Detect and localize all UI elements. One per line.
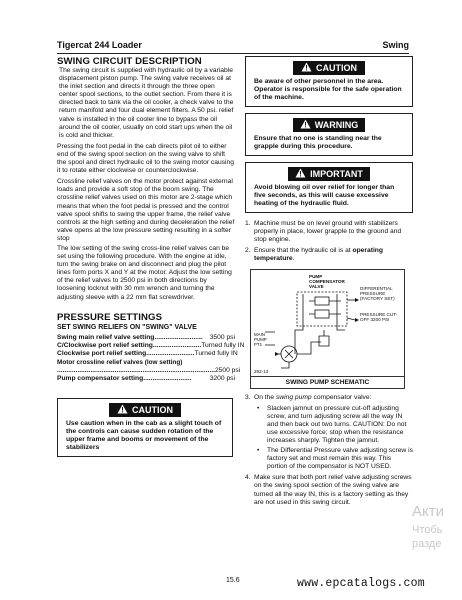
setting-row: Swing main relief valve setting .......................... 3500 psi xyxy=(57,333,235,341)
pressure-settings-title: PRESSURE SETTINGS xyxy=(57,311,163,323)
label-pressure-cutoff: PRESSURE CUT-OFF 3200 PSI xyxy=(360,312,398,323)
swing-circuit-para-4: The low setting of the swing cross-line relief valves can be set using the following procedure. With the engine at idle, turn the swing brake on and disconnect and plug the pilot lines form ports X and Y at the motor. Adjust the low setting of the relief valves to 2500 psi in both directions by loosening locknut with 30 mm wrench and turning the adjusting sleeve with a 22 mm flat screwdriver. xyxy=(57,244,232,301)
warning-triangle-icon xyxy=(300,119,311,131)
schematic-caption: SWING PUMP SCHEMATIC xyxy=(251,376,404,388)
label-compensator-valve: PUMP COMPENSATOR VALVE xyxy=(309,274,345,290)
step-3-bullet-1: • Slacken jamnut on pressure cut-off adjusting screw, and turn adjusting screw all the way IN and then back out two turns. CAUTION: Do not use excessive force; stop when the resistance increases sharply. Tighten the jamnut. xyxy=(257,404,407,444)
figure-number: 292-13 xyxy=(254,369,269,375)
setting-row-compensator: Pump compensator setting .......................... 3200 psi xyxy=(57,375,235,383)
header-title: Tigercat 244 Loader xyxy=(57,40,142,50)
pressure-settings-subtitle: SET SWING RELIEFS ON "SWING" VALVE xyxy=(57,323,197,331)
activation-overlay-line-2: Чтобь xyxy=(412,524,443,536)
pressure-settings-list xyxy=(57,333,245,384)
step-1: 1. Machine must be on level ground with stabilizers properly in place, lower grapple to the ground and stop engine. xyxy=(245,220,402,244)
relief-important-text: Avoid blowing oil over relief for longer than five seconds, as this will cause excessive heating of the hydraulic fluid. xyxy=(254,184,395,207)
activation-overlay-line-1: Акти xyxy=(412,503,444,520)
cab-caution-text: Use caution when in the cab as a slight touch of the controls can cause sudden rotation of the upper frame and booms or movement of the stabilizers xyxy=(66,419,222,451)
header-rule xyxy=(57,53,409,54)
warning-triangle-icon xyxy=(301,62,312,74)
left-column xyxy=(57,56,245,457)
personnel-caution-box xyxy=(245,56,413,107)
cab-caution-box xyxy=(57,398,233,457)
step-2: 2. Ensure that the hydraulic oil is at operating temperature. xyxy=(245,247,383,263)
caution-tag: CAUTION xyxy=(293,61,365,75)
watermark-url[interactable]: www.epcatalogs.com xyxy=(297,577,425,590)
label-differential-pressure: DIFFERENTIAL PRESSURE (FACTORY SET) xyxy=(360,286,395,302)
warning-triangle-icon xyxy=(295,168,306,180)
page-number: 15.6 xyxy=(226,577,240,584)
important-tag: IMPORTANT xyxy=(288,167,370,181)
grapple-warning-box xyxy=(245,113,413,156)
header-section: Swing xyxy=(382,40,409,50)
swing-circuit-para-1: The swing circuit is supplied with hydraulic oil by a variable displacement piston pump. The swing valve receives oil at the inlet section and directs it through the three open center spool sections, to the outlet section. From there it is directed back to tank via the oil cooler, a check valve to the return manifold and four dual element filters. A 50 psi. relief valve is installed in the oil cooler line to bypass the oil around the oil cooler, usually on cold start ups when the oil is cold and thicker. xyxy=(59,67,234,139)
caution-tag: CAUTION xyxy=(109,403,181,417)
warning-triangle-icon xyxy=(117,404,128,416)
step-3-bullet-2: • The Differential Pressure valve adjusting screw is factory set and must remain this way. This portion of the compensator is NOT USED. xyxy=(257,447,413,471)
setting-row: C/Clockwise port relief setting .......................... Turned fully IN xyxy=(57,342,245,350)
setting-row-motor: Motor crossline relief valves (low setting) xyxy=(57,358,183,366)
setting-row: Clockwise port relief setting .......................... Turned fully IN xyxy=(57,350,238,358)
step-3: 3. On the swing pump compensator valve: xyxy=(245,394,372,402)
right-column xyxy=(245,56,413,507)
swing-pump-schematic xyxy=(250,269,405,389)
step-4: 4. Make sure that both port relief valve adjusting screws on the swing spool section of the swing valve are turned all the way IN, this is a factory setting as they are not used in this swing circuit. xyxy=(245,474,412,506)
page-header xyxy=(57,40,409,54)
swing-circuit-title: SWING CIRCUIT DESCRIPTION xyxy=(57,56,202,67)
relief-important-box xyxy=(245,162,413,213)
setting-row-motor-value: ..................................................................................... 2500 psi xyxy=(57,366,241,374)
activation-overlay-line-3: разде xyxy=(412,538,442,550)
grapple-warning-text: Ensure that no one is standing near the grapple during this procedure. xyxy=(254,135,382,150)
swing-circuit-para-3: Crossline relief valves on the motor protect against external loads and provide a soft stop of the boom swing. The crossline relief valves used on this motor are 2-stage which means that when the foot pedal is pressed and the control valve spool shifts to swing the upper frame, the relief valve controls at the high setting and during deceleration the relief valve opens at the low pressure setting resulting in a softer stop xyxy=(57,178,235,242)
swing-circuit-para-2: Pressing the foot pedal in the cab directs pilot oil to either end of the swing spool section on the swing valve to shift the spool and direct hydraulic oil to the swing motor causing it to rotate either clockwise or counterclockwise. xyxy=(57,142,234,175)
personnel-caution-text: Be aware of other personnel in the area. Operator is responsible for the safe operation of the machine. xyxy=(254,78,402,101)
warning-tag: WARNING xyxy=(293,118,365,132)
procedure-steps-3-4 xyxy=(245,394,413,506)
label-main-pump: MAIN PUMP PT1 xyxy=(254,332,267,348)
procedure-steps-1-2 xyxy=(245,220,413,263)
